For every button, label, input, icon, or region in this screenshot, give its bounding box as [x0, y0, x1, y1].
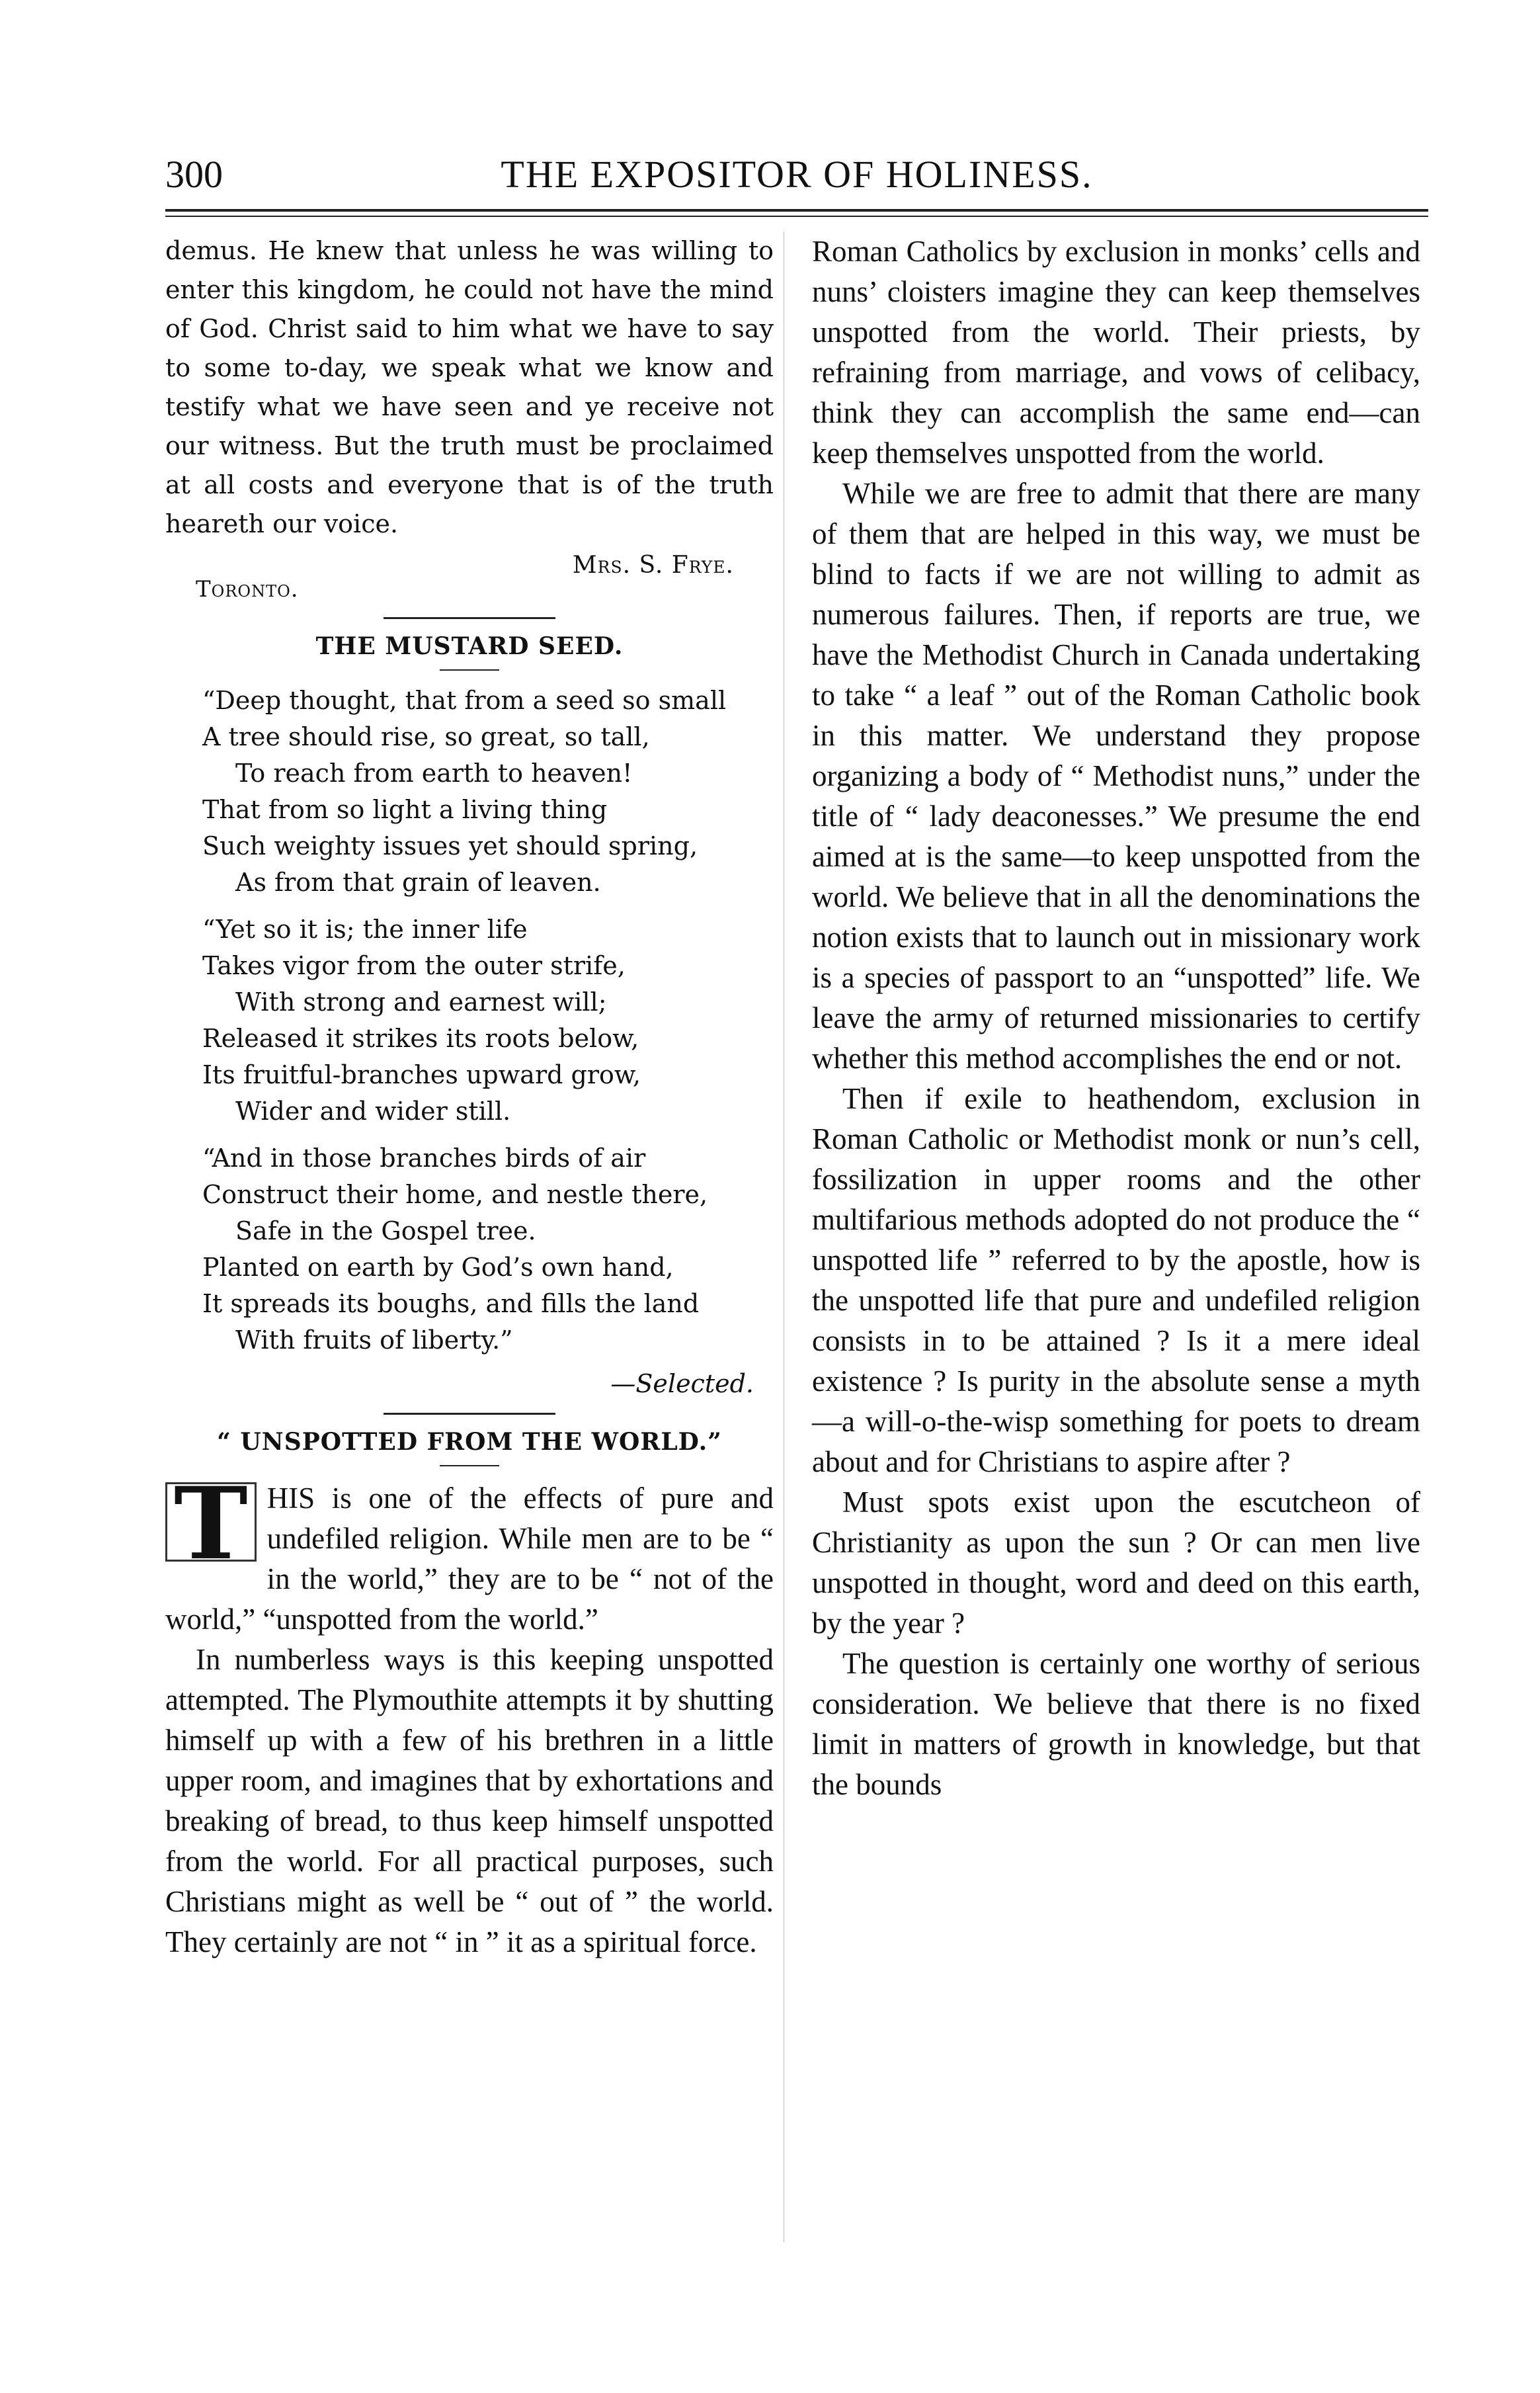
article-paragraph: Roman Catholics by exclusion in monks’ cells and nuns’ cloisters imagine they can keep themselves unspotted from the world. Their priests, by refraining from marriage, and vows of celibacy, think they can accomplish the same end—can keep themselves unspotted from the world. — [812, 235, 1420, 470]
poem-line: It spreads its boughs, and fills the land — [202, 1289, 700, 1318]
poem-stanza — [202, 683, 774, 901]
drop-cap: T — [165, 1482, 257, 1562]
poem-line: With fruits of liberty.” — [235, 1325, 513, 1355]
left-column — [165, 231, 774, 1962]
title-underline — [440, 669, 499, 671]
article-paragraph: In numberless ways is this keeping unspotted attempted. The Plymouthite attempts it by shutting himself up with a few of his brethren in a little upper room, and imagines that by exhortations and breaking of bread, to thus keep himself unspotted from the world. For all practical purposes, such Christians might as well be “ out of ” the world. They certainly are not “ in ” it as a spiritual force. — [165, 1643, 774, 1958]
poem-line: Safe in the Gospel tree. — [235, 1216, 536, 1245]
poem-stanza — [202, 1140, 774, 1359]
intro-paragraph: demus. He knew that unless he was willing to enter this kingdom, he could not have the mind of God. Christ said to him what we have to say to some to-day, we speak what we know and testify what we have seen and ye receive not our witness. But the truth must be proclaimed at all costs and everyone that is of the truth heareth our voice. — [165, 236, 774, 538]
article-title: “ UNSPOTTED FROM THE WORLD.” — [217, 1428, 722, 1456]
poem-line: “Yet so it is; the inner life — [202, 915, 528, 944]
poem-line: Planted on earth by God’s own hand, — [202, 1253, 674, 1282]
title-underline — [440, 1465, 499, 1466]
running-title: THE EXPOSITOR OF HOLINESS. — [501, 153, 1093, 196]
poem-line: A tree should rise, so great, so tall, — [202, 722, 650, 751]
poem-line: With strong and earnest will; — [235, 987, 607, 1017]
poem-stanza — [202, 911, 774, 1130]
article-paragraph: Must spots exist upon the escutcheon of Christianity as upon the sun ? Or can men live unspotted in thought, word and deed on this earth, by the year ? — [812, 1486, 1420, 1640]
poem — [202, 683, 774, 1359]
poem-line: “And in those branches birds of air — [202, 1144, 646, 1173]
article-opening — [165, 1466, 774, 1640]
poem-line: Such weighty issues yet should spring, — [202, 831, 698, 861]
poem-line: Takes vigor from the outer strife, — [202, 951, 626, 980]
poem-line: That from so light a living thing — [202, 795, 608, 824]
article-paragraph: Then if exile to heathendom, exclusion in Roman Catholic or Methodist monk or nun’s cell, fossilization in upper rooms and the other multifarious methods adopted do not produce the “ unspotted life ” referred to by the apostle, how is the unspotted life that pure and undefiled religion consists in to be attained ? Is it a mere ideal existence ? Is purity in the absolute sense a myth—a will-o-the-wisp something for poets to dream about and for Christians to aspire after ? — [812, 1082, 1420, 1478]
header-rule-thick — [165, 209, 1428, 212]
poem-line: As from that grain of leaven. — [235, 868, 601, 897]
section-separator — [384, 617, 555, 619]
poem-line: “Deep thought, that from a seed so small — [202, 686, 727, 715]
poem-line: Wider and wider still. — [235, 1097, 511, 1126]
article-paragraph: While we are free to admit that there are many of them that are helped in this way, we must be blind to facts if we are not willing to admit as numerous failures. Then, if reports are true, we have the Methodist Church in Canada undertaking to take “ a leaf ” out of the Roman Catholic book in this matter. We understand they propose organizing a body of “ Methodist nuns,” under the title of “ lady deaconesses.” We presume the end aimed at is the same—to keep unspotted from the world. We believe that in all the denominations the notion exists that to launch out in missionary work is a species of passport to an “unspotted” life. We leave the army of returned missionaries to certify whether this method accomplishes the end or not. — [812, 477, 1420, 1075]
article-paragraph: The question is certainly one worthy of serious consideration. We believe that there is no fixed limit in matters of growth in knowledge, but that the bounds — [812, 1647, 1420, 1801]
poem-title: THE MUSTARD SEED. — [315, 632, 624, 660]
page-number: 300 — [165, 153, 223, 196]
signature: Mrs. S. Frye. — [572, 552, 734, 579]
section-separator — [384, 1413, 555, 1415]
poem-credit: —Selected. — [610, 1369, 754, 1398]
poem-line: To reach from earth to heaven! — [235, 759, 633, 788]
place-name: Toronto. — [196, 576, 299, 603]
poem-line: Construct their home, and nestle there, — [202, 1180, 708, 1209]
article-paragraph: HIS is one of the effects of pure and undefiled religion. While men are to be “ in the world,” they are to be “ not of the world,” “unspotted from the world.” — [165, 1482, 774, 1636]
header-rule-thin — [165, 216, 1428, 217]
page-header — [165, 152, 1428, 212]
right-column — [812, 231, 1420, 1805]
poem-line: Its fruitful-branches upward grow, — [202, 1060, 641, 1089]
poem-line: Released it strikes its roots below, — [202, 1024, 639, 1053]
